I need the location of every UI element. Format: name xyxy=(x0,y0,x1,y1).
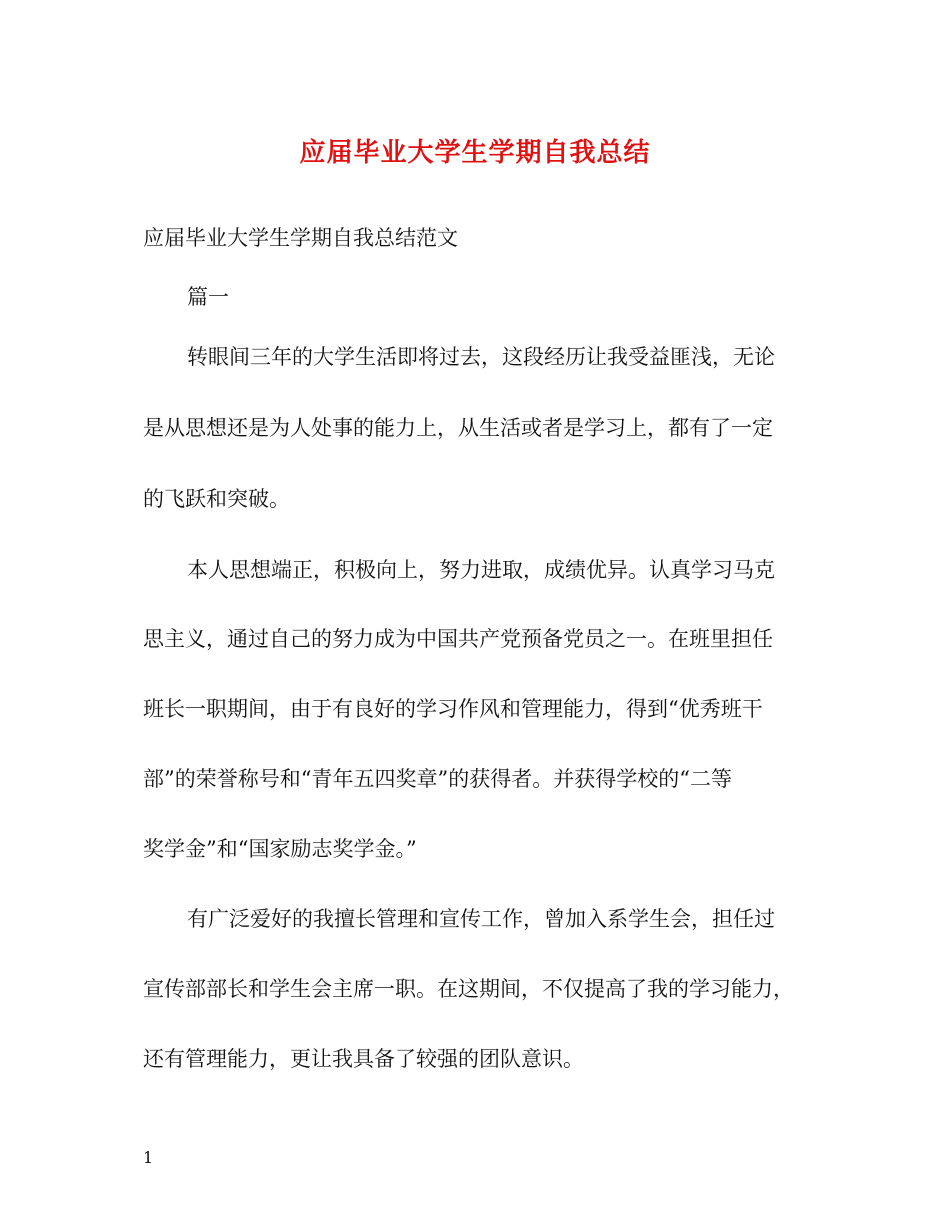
paragraph-line: 是从思想还是为人处事的能力上，从生活或者是学习上，都有了一定 xyxy=(143,416,773,440)
paragraph-line: 班长一职期间，由于有良好的学习作风和管理能力，得到“优秀班干 xyxy=(143,697,763,721)
section-label: 篇一 xyxy=(187,285,229,309)
document-title: 应届毕业大学生学期自我总结 xyxy=(299,138,651,168)
paragraph-line: 的飞跃和突破。 xyxy=(143,487,290,511)
paragraph-line: 宣传部部长和学生会主席一职。在这期间，不仅提高了我的学习能力， xyxy=(143,977,794,1001)
paragraph-line: 思主义，通过自己的努力成为中国共产党预备党员之一。在班里担任 xyxy=(143,627,773,651)
paragraph-line: 部”的荣誉称号和“青年五四奖章”的获得者。并获得学校的“二等 xyxy=(143,767,732,791)
paragraph-line: 还有管理能力，更让我具备了较强的团队意识。 xyxy=(143,1047,584,1071)
paragraph-line: 本人思想端正，积极向上，努力进取，成绩优异。认真学习马克 xyxy=(187,558,775,582)
paragraph-line: 转眼间三年的大学生活即将过去，这段经历让我受益匪浅，无论 xyxy=(187,345,775,369)
paragraph-line: 奖学金”和“国家励志奖学金。” xyxy=(143,837,417,861)
page-number: 1 xyxy=(143,1148,154,1167)
document-subtitle: 应届毕业大学生学期自我总结范文 xyxy=(143,226,458,250)
paragraph-line: 有广泛爱好的我擅长管理和宣传工作，曾加入系学生会，担任过 xyxy=(187,907,775,931)
